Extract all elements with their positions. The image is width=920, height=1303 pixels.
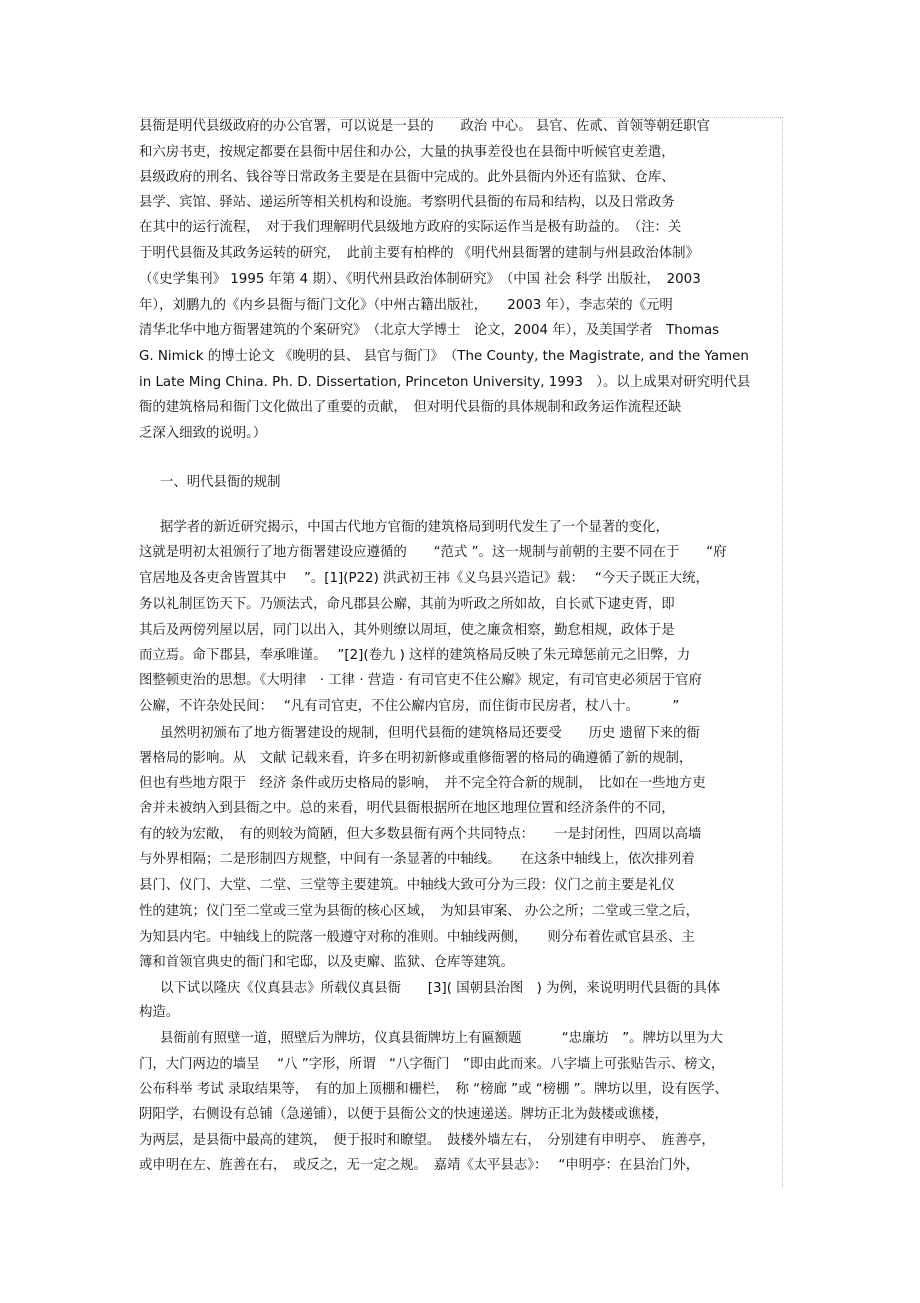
text-line: 其后及两傍列屋以居，同门以出入，其外则缭以周垣，使之廉贪相察，勤怠相规，政体于是 <box>139 623 675 638</box>
text-line: 署格局的影响。从 文献 记载来看，许多在明初新修或重修衙署的格局的确遵循了新的规制， <box>139 751 693 766</box>
text-line: 图整顿吏治的思想。《大明律 · 工律 · 营造 · 有司官吏不住公廨》规定，有司官吏必须居于官府 <box>139 673 702 688</box>
text-line: 这就是明初太祖颁行了地方衙署建设应遵循的 “范式 ”。这一规制与前朝的主要不同在于 “府 <box>139 545 727 560</box>
text-line: 县学、宾馆、驿站、递运所等相关机构和设施。考察明代县衙的布局和结构，以及日常政务 <box>139 195 675 210</box>
text-line: 于明代县衙及其政务运转的研究， 此前主要有柏桦的 《明代州县衙署的建制与州县政治体制》 <box>139 246 699 261</box>
text-line: 衙的建筑格局和衙门文化做出了重要的贡献， 但对明代县衙的具体规制和政务运作流程还缺 <box>139 400 682 415</box>
text-line: 县衙前有照壁一道，照壁后为牌坊，仪真县衙牌坊上有匾额题 “忠廉坊 ”。牌坊以里为大 <box>160 1031 723 1046</box>
text-line: 年），刘鹏九的《内乡县衙与衙门文化》（中州古籍出版社， 2003 年），李志荣的《元明 <box>139 298 673 313</box>
text-line: 官居地及各吏舍皆置其中 ”。[1](P22) 洪武初王祎《义乌县兴造记》载： “今天子既正大统， <box>139 571 709 586</box>
text-line: 与外界相隔；二是形制四方规整，中间有一条显著的中轴线。 在这条中轴线上，依次排列着 <box>139 852 695 867</box>
text-line: 簿和首领官典史的衙门和宅邸，以及吏廨、监狱、仓库等建筑。 <box>139 955 514 970</box>
text-line: 公廨，不许杂处民间： “凡有司官吏，不住公廨内官房，而住街市民房者，杖八十。 ” <box>139 699 680 714</box>
section-heading: 一、明代县衙的规制 <box>160 475 281 490</box>
text-line: 乏深入细致的说明。） <box>139 426 267 441</box>
text-line: 和六房书吏，按规定都要在县衙中居住和办公，大量的执事差役也在县衙中听候官吏差遣， <box>139 145 675 160</box>
text-line: （《史学集刊》 1995 年第 4 期）、《明代州县政治体制研究》 （中国 社会 科学 出版社， 2003 <box>139 272 701 287</box>
text-line: 阴阳学，右侧设有总铺（急递铺），以便于县衙公文的快速递送。牌坊正北为鼓楼或谯楼， <box>139 1107 668 1122</box>
text-line: 构造。 <box>139 1005 180 1020</box>
text-line: 在其中的运行流程， 对于我们理解明代县级地方政府的实际运作当是极有助益的。 （注：关 <box>139 220 682 235</box>
text-line: 舍并未被纳入到县衙之中。总的来看，明代县衙根据所在地区地理位置和经济条件的不同， <box>139 801 675 816</box>
text-line: in Late Ming China. Ph. D. Dissertation, Princeton University, 1993 ）。以上成果对研究明代县 <box>139 375 751 390</box>
text-line: 据学者的新近研究揭示，中国古代地方官衙的建筑格局到明代发生了一个显著的变化， <box>160 520 669 535</box>
text-line: 为两层，是县衙中最高的建筑， 便于报时和瞭望。 鼓楼外墙左右， 分别建有申明亭、 旌善亭， <box>139 1133 715 1148</box>
text-line: 以下试以隆庆《仪真县志》所载仪真县衙 [3]( 国朝县治图 ) 为例，来说明明代县衙的具体 <box>160 981 721 996</box>
text-line: 清华北华中地方衙署建筑的个案研究》 （北京大学博士 论文，2004 年），及美国学者 Thomas <box>139 323 720 338</box>
text-line: 而立焉。命下郡县，奉承唯谨。 ”[2](卷九 ) 这样的建筑格局反映了朱元璋惩前元之旧弊，力 <box>139 648 691 663</box>
text-line: 但也有些地方限于 经济 条件或历史格局的影响， 并不完全符合新的规制， 比如在一些地方吏 <box>139 776 706 791</box>
text-line: G. Nimick 的博士论文 《晚明的县、 县官与衙门》 （The County, the Magistrate, and the Yamen <box>139 349 749 364</box>
text-line: 务以礼制匡饬天下。乃颁法式，命凡郡县公廨，其前为听政之所如故，自长贰下逮吏胥，即 <box>139 597 675 612</box>
text-line: 性的建筑；仪门至二堂或三堂为县衙的核心区域， 为知县审案、 办公之所；二堂或三堂之后， <box>139 904 699 919</box>
text-line: 门，大门两边的墙呈 “八 ”字形，所谓 “八字衙门 ”即由此而来。八字墙上可张贴告示、榜文， <box>139 1057 725 1072</box>
text-line: 公布科举 考试 录取结果等， 有的加上顶棚和栅栏， 称 “榜廊 ”或 “榜棚 ”。牌坊以里，设有医学、 <box>139 1082 728 1097</box>
text-line: 为知县内宅。中轴线上的院落一般遵守对称的准则。中轴线两侧， 则分布着佐贰官县丞、主 <box>139 930 695 945</box>
text-line: 虽然明初颁布了地方衙署建设的规制，但明代县衙的建筑格局还要受 历史 遗留下来的衙 <box>160 726 700 741</box>
text-line: 县门、仪门、大堂、二堂、三堂等主要建筑。中轴线大致可分为三段：仪门之前主要是礼仪 <box>139 878 675 893</box>
text-line: 或申明在左、旌善在右， 或反之，无一定之规。 嘉靖《太平县志》： “申明亭：在县治门外， <box>139 1158 700 1173</box>
text-line: 县级政府的刑名、钱谷等日常政务主要是在县衙中完成的。此外县衙内外还有监狱、仓库、 <box>139 170 675 185</box>
text-line: 县衙是明代县级政府的办公官署，可以说是一县的 政治 中心。 县官、佐贰、首领等朝廷职官 <box>139 119 710 134</box>
text-line: 有的较为宏敞， 有的则较为简陋，但大多数县衙有两个共同特点： 一是封闭性，四周以高墙 <box>139 827 702 842</box>
